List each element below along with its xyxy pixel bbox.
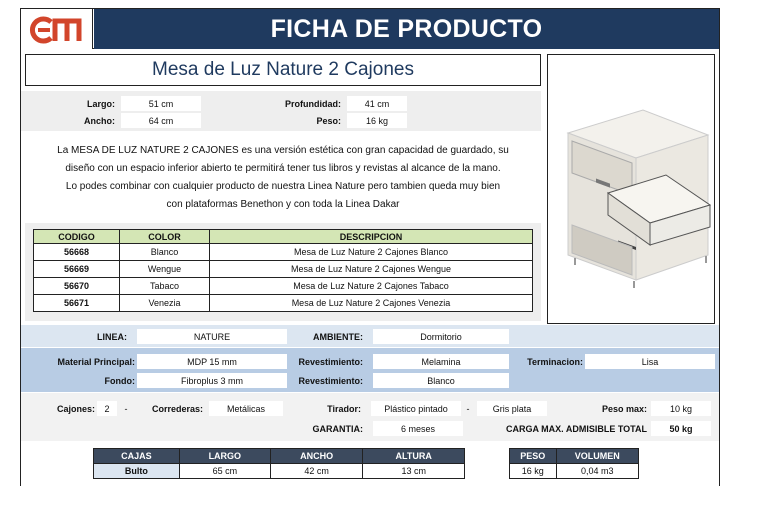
packaging-band bbox=[21, 442, 719, 486]
fondo-value: Fibroplus 3 mm bbox=[137, 373, 287, 388]
linea-label: LINEA: bbox=[97, 331, 127, 342]
peso-label: Peso: bbox=[316, 115, 341, 126]
variant-description: Mesa de Luz Nature 2 Cajones Tabaco bbox=[210, 278, 533, 295]
dimensions-block bbox=[21, 91, 541, 131]
table-row bbox=[34, 244, 533, 261]
revestimiento-label: Revestimiento: bbox=[298, 356, 363, 367]
terminacion-label: Terminacion: bbox=[527, 356, 583, 367]
table-row bbox=[34, 278, 533, 295]
weight-header-row bbox=[510, 449, 639, 464]
description-line: Lo podes combinar con cualquier producto de nuestra Linea Nature pero tambien queda muy bien bbox=[65, 181, 501, 192]
variant-description: Mesa de Luz Nature 2 Cajones Venezia bbox=[210, 295, 533, 312]
table-row bbox=[34, 261, 533, 278]
carga-max-label: CARGA MAX. ADMISIBLE TOTAL bbox=[506, 423, 647, 434]
ambiente-value: Dormitorio bbox=[373, 329, 509, 344]
carga-max-value: 50 kg bbox=[651, 421, 711, 436]
cajones-value: 2 bbox=[97, 401, 117, 416]
materials-band bbox=[21, 348, 719, 392]
material-label: Material Principal: bbox=[57, 356, 135, 367]
variant-description: Mesa de Luz Nature 2 Cajones Wengue bbox=[210, 261, 533, 278]
ancho-value: 64 cm bbox=[121, 113, 201, 128]
col-header-altura: ALTURA bbox=[363, 449, 465, 464]
variant-code: 56670 bbox=[34, 278, 120, 295]
correderas-label: Correderas: bbox=[151, 403, 203, 414]
hardware-band bbox=[21, 393, 719, 441]
pack-peso: 16 kg bbox=[510, 464, 557, 479]
largo-value: 51 cm bbox=[121, 96, 201, 111]
peso-max-value: 10 kg bbox=[651, 401, 711, 416]
description-line: La MESA DE LUZ NATURE 2 CAJONES es una versión estética con gran capacidad de guardado, su bbox=[57, 145, 509, 156]
separator-dash: - bbox=[124, 403, 128, 414]
col-header-largo: LARGO bbox=[179, 449, 270, 464]
separator-dash: - bbox=[466, 403, 470, 414]
weight-volume-table bbox=[509, 448, 639, 479]
profundidad-label: Profundidad: bbox=[285, 98, 341, 109]
revestimiento-2-label: Revestimiento: bbox=[298, 375, 363, 386]
table-row bbox=[34, 295, 533, 312]
revestimiento-value: Melamina bbox=[373, 354, 509, 369]
packaging-table bbox=[93, 448, 465, 479]
terminacion-value: Lisa bbox=[585, 354, 715, 369]
variants-header-row bbox=[34, 230, 533, 244]
page-title bbox=[94, 9, 719, 49]
product-description bbox=[25, 133, 541, 223]
tirador-color-value: Gris plata bbox=[477, 401, 547, 416]
garantia-label: GARANTIA: bbox=[312, 423, 363, 434]
variant-code: 56669 bbox=[34, 261, 120, 278]
pack-altura: 13 cm bbox=[363, 464, 465, 479]
variant-color: Blanco bbox=[120, 244, 210, 261]
tirador-label: Tirador: bbox=[327, 403, 361, 414]
col-header-cajas: CAJAS bbox=[94, 449, 180, 464]
pack-type: Bulto bbox=[94, 464, 180, 479]
variant-color: Wengue bbox=[120, 261, 210, 278]
peso-value: 16 kg bbox=[347, 113, 407, 128]
variant-code: 56668 bbox=[34, 244, 120, 261]
brand-logo bbox=[21, 9, 93, 49]
col-header-color: COLOR bbox=[120, 230, 210, 244]
garantia-value: 6 meses bbox=[373, 421, 463, 436]
profundidad-value: 41 cm bbox=[347, 96, 407, 111]
col-header-ancho: ANCHO bbox=[270, 449, 363, 464]
correderas-value: Metálicas bbox=[209, 401, 283, 416]
table-row bbox=[510, 464, 639, 479]
largo-label: Largo: bbox=[87, 98, 115, 109]
col-header-peso: PESO bbox=[510, 449, 557, 464]
pack-volumen: 0,04 m3 bbox=[556, 464, 638, 479]
variant-code: 56671 bbox=[34, 295, 120, 312]
linea-value: NATURE bbox=[137, 329, 287, 344]
ambiente-label: AMBIENTE: bbox=[313, 331, 363, 342]
cajones-label: Cajones: bbox=[56, 403, 95, 414]
product-name: Mesa de Luz Nature 2 Cajones bbox=[25, 54, 541, 86]
brand-logo-icon bbox=[29, 13, 85, 45]
pack-largo: 65 cm bbox=[179, 464, 270, 479]
description-line: con plataformas Benethon y con toda la Linea Dakar bbox=[166, 199, 400, 210]
product-image bbox=[547, 54, 715, 324]
fondo-label: Fondo: bbox=[104, 375, 135, 386]
tirador-value: Plástico pintado bbox=[371, 401, 461, 416]
variant-color: Tabaco bbox=[120, 278, 210, 295]
ancho-label: Ancho: bbox=[84, 115, 115, 126]
revestimiento-2-value: Blanco bbox=[373, 373, 509, 388]
variants-block bbox=[25, 223, 541, 321]
description-line: diseño con un espacio inferior abierto te permitirá tener tus libros y revistas al alcance de la mano. bbox=[65, 163, 501, 174]
header bbox=[21, 9, 719, 49]
nightstand-illustration bbox=[548, 55, 714, 323]
table-row bbox=[94, 464, 465, 479]
page-title-text: FICHA DE PRODUCTO bbox=[270, 14, 543, 43]
col-header-codigo: CODIGO bbox=[34, 230, 120, 244]
product-sheet bbox=[20, 8, 720, 486]
pack-ancho: 42 cm bbox=[270, 464, 363, 479]
variant-color: Venezia bbox=[120, 295, 210, 312]
packaging-header-row bbox=[94, 449, 465, 464]
material-value: MDP 15 mm bbox=[137, 354, 287, 369]
peso-max-label: Peso max: bbox=[601, 403, 647, 414]
variant-description: Mesa de Luz Nature 2 Cajones Blanco bbox=[210, 244, 533, 261]
variants-table bbox=[33, 229, 533, 312]
line-ambient-band bbox=[21, 325, 719, 347]
col-header-descripcion: DESCRIPCION bbox=[210, 230, 533, 244]
col-header-volumen: VOLUMEN bbox=[556, 449, 638, 464]
